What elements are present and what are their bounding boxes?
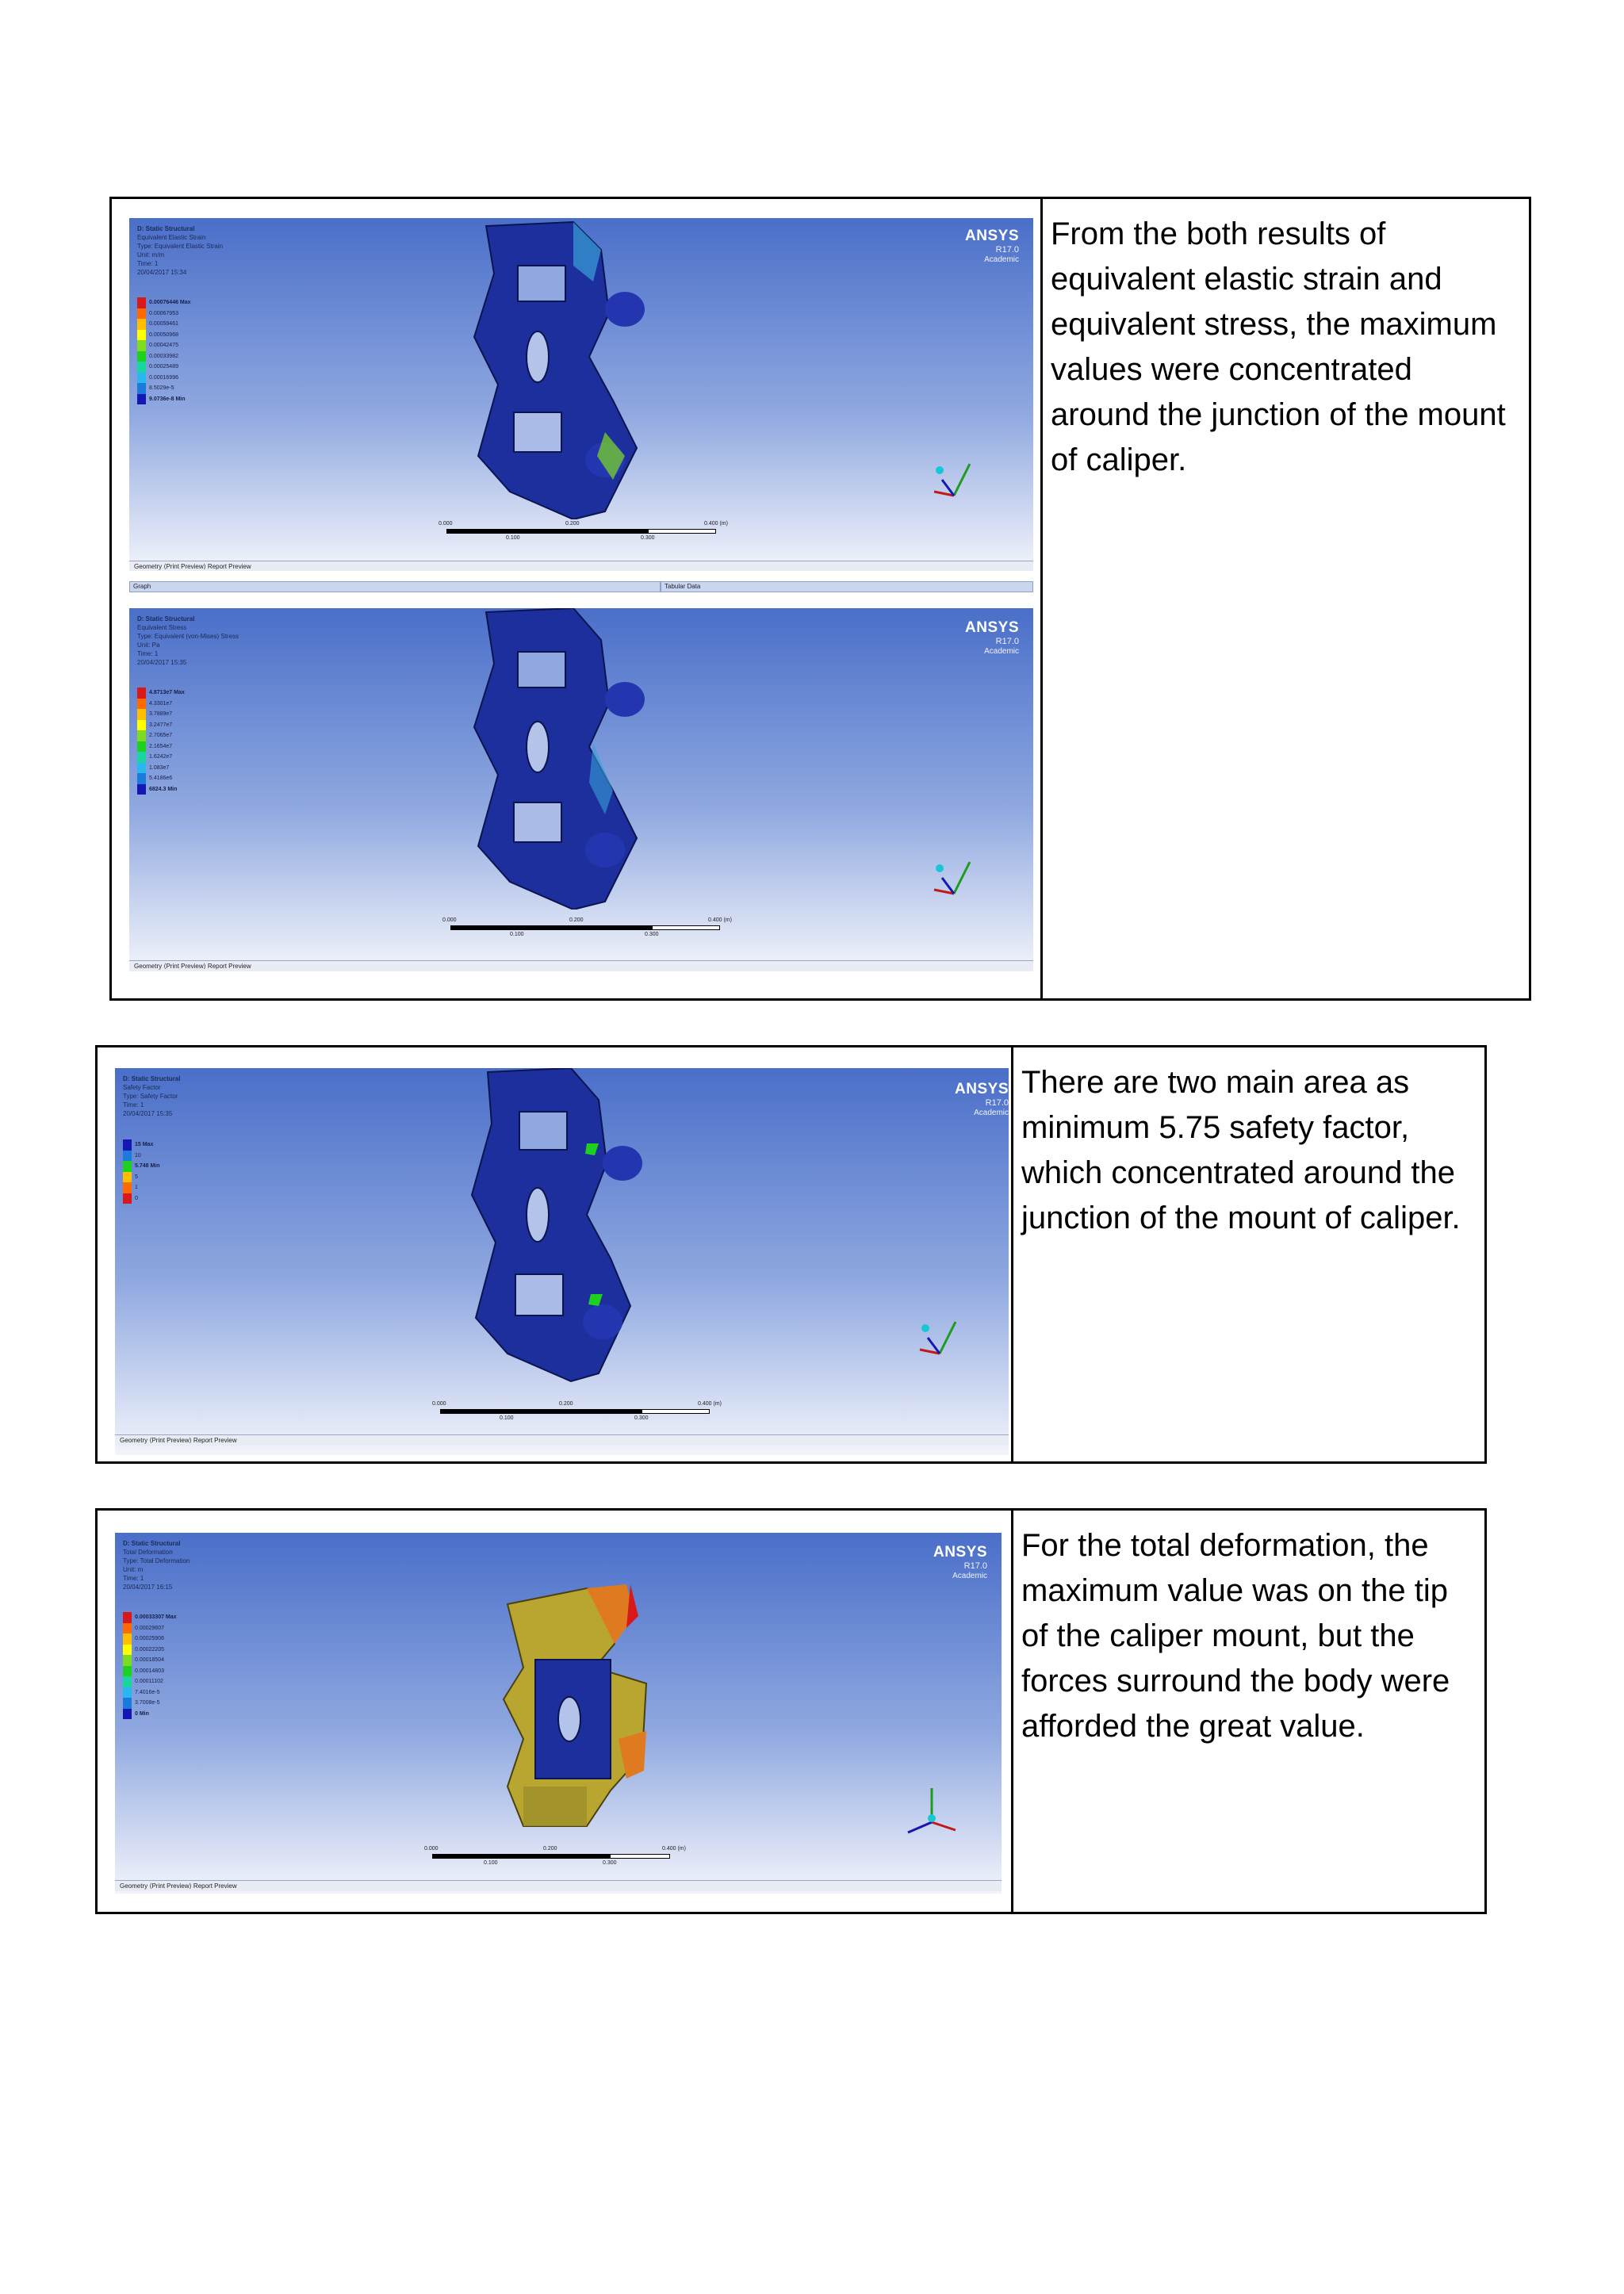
tabular-data-panel-header: Tabular Data bbox=[661, 581, 1033, 592]
ansys-logo: ANSYS R17.0 Academic bbox=[933, 1544, 987, 1580]
ansys-stress-screenshot bbox=[129, 608, 1033, 971]
results-table-safety-factor bbox=[95, 1045, 1487, 1464]
scale-bar: 0.000 0.200 0.400 (m) 0.100 0.300 bbox=[424, 1846, 686, 1866]
description-text: From the both results of equivalent elastic strain and equivalent stress, the maximum values were concentrated around the junction of the mount of caliper. bbox=[1051, 216, 1506, 477]
ansys-logo: ANSYS R17.0 Academic bbox=[965, 619, 1019, 656]
view-tabs[interactable]: Geometry ⟨Print Preview⟩ Report Preview bbox=[129, 960, 1033, 971]
axis-triad-icon bbox=[896, 1779, 967, 1842]
color-legend: 0.00033307 Max 0.00029607 0.00025906 0.00022205 0.00018504 0.00014803 0.00011102 7.4016e-5 3.7008e-5 0 Min bbox=[123, 1612, 177, 1719]
description-text: For the total deformation, the maximum value was on the tip of the caliper mount, but the forces surround the body were afforded the great value. bbox=[1021, 1528, 1450, 1744]
image-cell bbox=[98, 1511, 1013, 1912]
ansys-safety-factor-screenshot bbox=[115, 1068, 1009, 1455]
results-table-strain-stress bbox=[109, 197, 1531, 1001]
description-text: There are two main area as minimum 5.75 safety factor, which concentrated around the junction of the mount of caliper. bbox=[1021, 1065, 1461, 1235]
result-info: D: Static Structural Equivalent Stress Type: Equivalent (von-Mises) Stress Unit: Pa Time: 1 20/04/2017 15:35 bbox=[137, 615, 239, 666]
scale-bar: 0.000 0.200 0.400 (m) 0.100 0.300 bbox=[439, 521, 728, 541]
caliper-mount-model bbox=[476, 1580, 682, 1842]
caliper-mount-model bbox=[454, 218, 661, 519]
view-tabs[interactable]: Geometry ⟨Print Preview⟩ Report Preview bbox=[129, 561, 1033, 571]
image-cell bbox=[98, 1047, 1013, 1461]
image-cell bbox=[112, 199, 1043, 998]
color-legend: 15 Max 10 5.748 Min 5 1 0 bbox=[123, 1139, 160, 1204]
ansys-strain-screenshot bbox=[129, 218, 1033, 571]
result-info: D: Static Structural Total Deformation Type: Total Deformation Unit: m Time: 1 20/04/2017 16:15 bbox=[123, 1540, 190, 1591]
axis-triad-icon bbox=[908, 1306, 971, 1369]
axis-triad-icon bbox=[922, 846, 986, 910]
caliper-mount-model bbox=[454, 608, 661, 910]
result-info: D: Static Structural Equivalent Elastic Strain Type: Equivalent Elastic Strain Unit: m/m Time: 1 20/04/2017 15:34 bbox=[137, 225, 224, 276]
scale-bar: 0.000 0.200 0.400 (m) 0.100 0.300 bbox=[432, 1401, 722, 1421]
view-tabs[interactable]: Geometry ⟨Print Preview⟩ Report Preview bbox=[115, 1434, 1009, 1446]
color-legend: 0.00076446 Max 0.00067953 0.00059461 0.00050968 0.00042475 0.00033982 0.00025489 0.00016996 8.5029e-5 9.0736e-8 Min bbox=[137, 297, 191, 404]
result-info: D: Static Structural Safety Factor Type: Safety Factor Time: 1 20/04/2017 15:35 bbox=[123, 1075, 181, 1117]
ansys-logo: ANSYS R17.0 Academic bbox=[965, 228, 1019, 264]
ansys-deformation-screenshot bbox=[115, 1533, 1002, 1894]
view-tabs[interactable]: Geometry ⟨Print Preview⟩ Report Preview bbox=[115, 1880, 1002, 1891]
results-table-total-deformation bbox=[95, 1508, 1487, 1914]
caliper-mount-model bbox=[452, 1068, 658, 1385]
ansys-logo: ANSYS R17.0 Academic bbox=[955, 1081, 1009, 1117]
scale-bar: 0.000 0.200 0.400 (m) 0.100 0.300 bbox=[442, 917, 732, 937]
color-legend: 4.8713e7 Max 4.3301e7 3.7889e7 3.2477e7 2.7065e7 2.1654e7 1.6242e7 1.083e7 5.4186e6 6824.3 Min bbox=[137, 687, 185, 795]
axis-triad-icon bbox=[922, 448, 986, 511]
graph-panel-header: Graph bbox=[129, 581, 661, 592]
